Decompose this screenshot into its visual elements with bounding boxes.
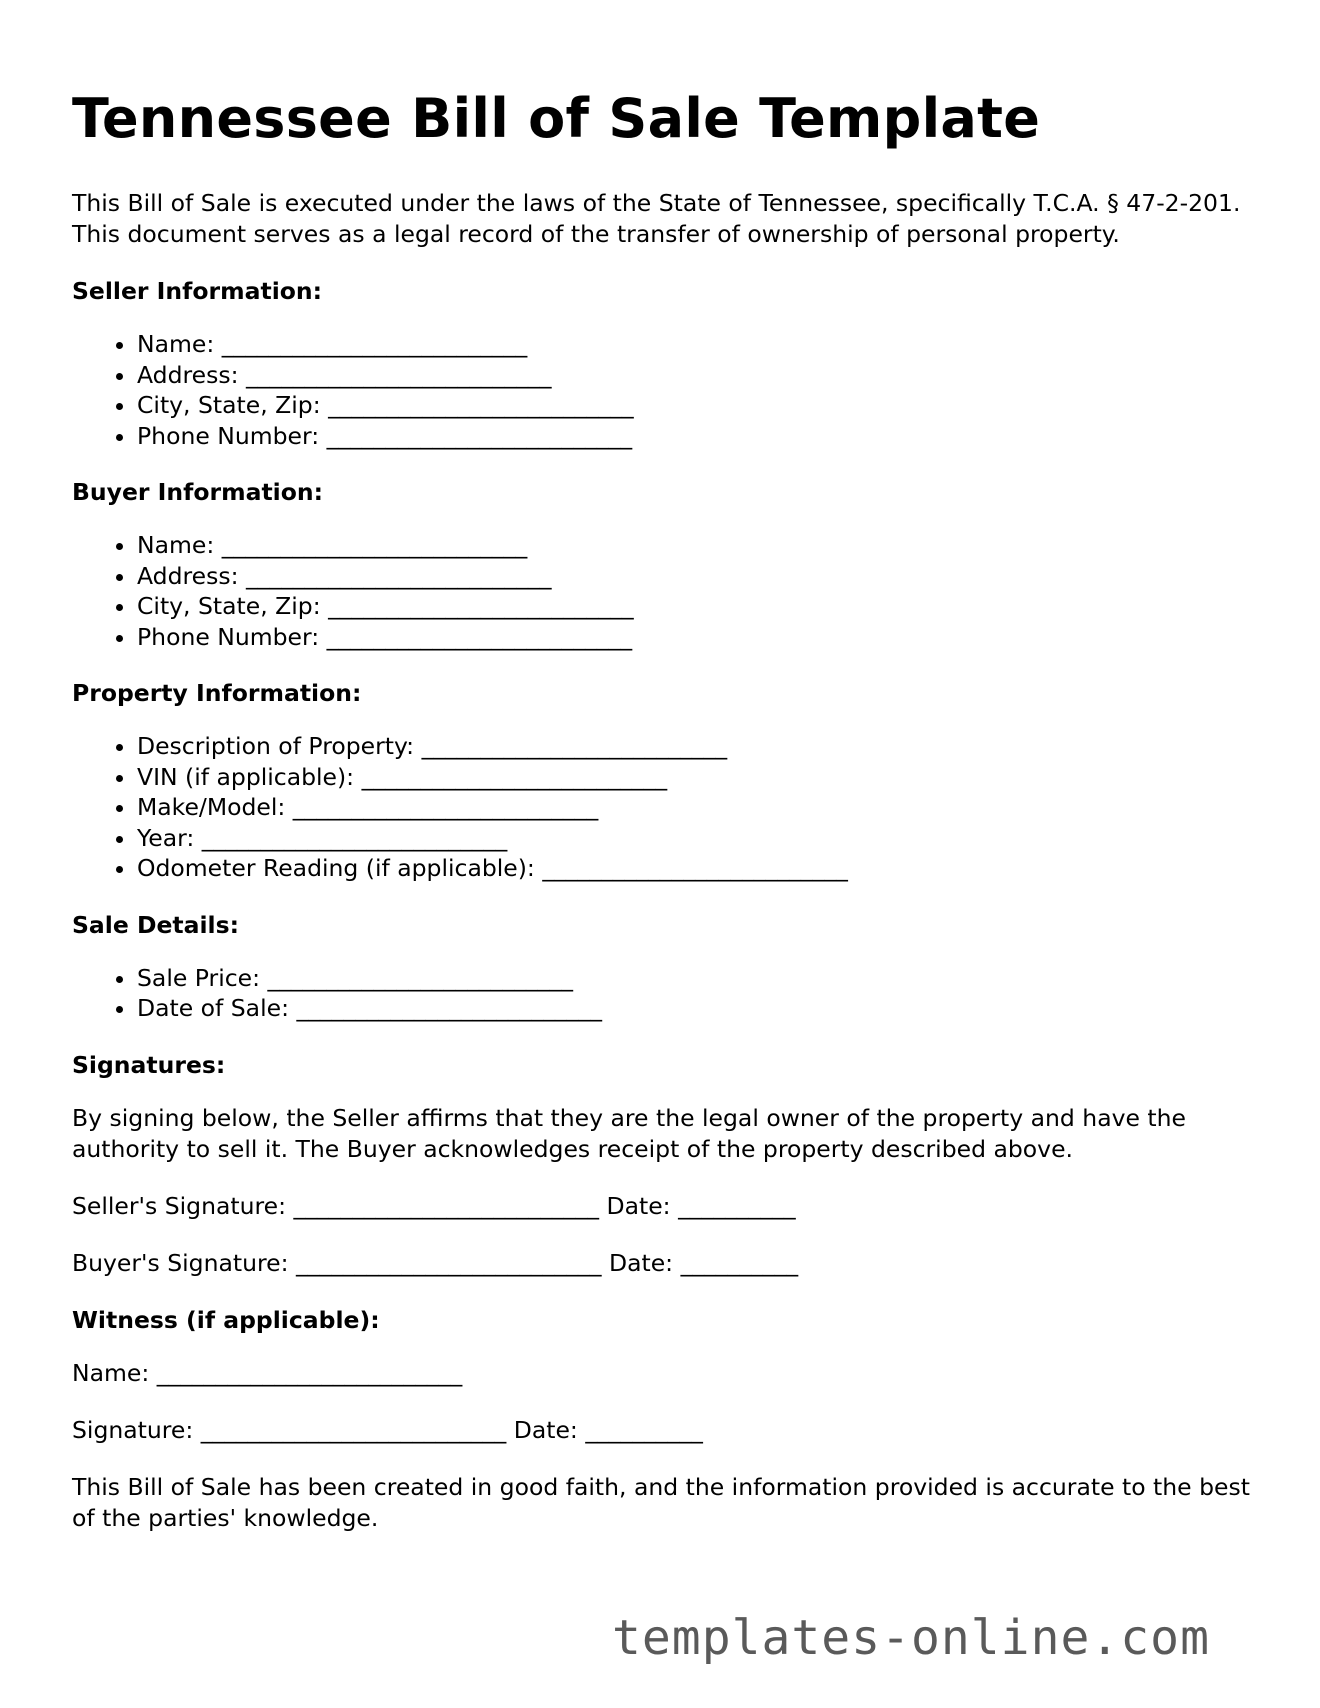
buyer-heading: Buyer Information: bbox=[72, 478, 324, 506]
sale-heading: Sale Details: bbox=[72, 910, 239, 939]
blank-line: __________________________ bbox=[361, 762, 668, 791]
sale-field-list bbox=[72, 963, 1252, 1024]
signatures-heading: Signatures: bbox=[72, 1050, 226, 1079]
sale-price-field[interactable]: • Sale Price: __________________________ bbox=[137, 963, 1252, 994]
signatures-paragraph: By signing below, the Seller affirms that they are the legal owner of the property and have the authority to sell it. The Buyer acknowledges receipt of the property described above. bbox=[72, 1103, 1187, 1163]
property-heading: Property Information: bbox=[72, 679, 362, 707]
seller-phone-field[interactable]: • Phone Number: __________________________ bbox=[137, 421, 1252, 452]
page-title: Tennessee Bill of Sale Template bbox=[72, 87, 1041, 150]
buyer-name-field[interactable]: • Name: __________________________ bbox=[137, 530, 1252, 561]
blank-line: __________________________ bbox=[156, 1358, 463, 1387]
intro-paragraph: This Bill of Sale is executed under the laws of the State of Tennessee, specifically T.C.A. § 47-2-201. This document serves as a legal record of the transfer of ownership of personal property. bbox=[72, 189, 1241, 248]
property-vin-field[interactable]: • VIN (if applicable): __________________________ bbox=[137, 762, 1252, 793]
seller-name-field[interactable]: • Name: __________________________ bbox=[137, 329, 1252, 360]
property-odometer-field[interactable]: • Odometer Reading (if applicable): __________________________ bbox=[137, 853, 1252, 884]
witness-heading: Witness (if applicable): bbox=[72, 1305, 380, 1334]
property-year-field[interactable]: • Year: __________________________ bbox=[137, 823, 1252, 854]
property-description-field[interactable]: • Description of Property: __________________________ bbox=[137, 731, 1252, 762]
witness-name-line[interactable]: Name: __________________________ bbox=[72, 1358, 463, 1387]
buyer-address-field[interactable]: • Address: __________________________ bbox=[137, 561, 1252, 592]
blank-line: __________________________ bbox=[328, 592, 634, 620]
blank-line: __________________________ bbox=[542, 854, 848, 882]
blank-line: __________________________ bbox=[293, 1191, 599, 1220]
sale-date-field[interactable]: • Date of Sale: __________________________ bbox=[137, 993, 1252, 1024]
date-blank: __________ bbox=[678, 1191, 796, 1220]
buyer-phone-field[interactable]: • Phone Number: __________________________ bbox=[137, 622, 1252, 653]
seller-field-list bbox=[72, 329, 1252, 451]
seller-city-state-zip-field[interactable]: • City, State, Zip: __________________________ bbox=[137, 390, 1252, 421]
blank-line: __________________________ bbox=[267, 963, 574, 992]
blank-line: __________________________ bbox=[221, 330, 528, 358]
seller-address-field[interactable]: • Address: __________________________ bbox=[137, 360, 1252, 391]
blank-line: __________________________ bbox=[221, 531, 528, 559]
blank-line: __________________________ bbox=[326, 622, 633, 651]
buyer-field-list bbox=[72, 530, 1252, 652]
blank-line: __________________________ bbox=[296, 1248, 602, 1277]
blank-line: __________________________ bbox=[326, 421, 633, 450]
buyer-city-state-zip-field[interactable]: • City, State, Zip: __________________________ bbox=[137, 591, 1252, 622]
blank-line: __________________________ bbox=[246, 561, 552, 590]
document-page bbox=[72, 88, 1252, 1534]
property-make-model-field[interactable]: • Make/Model: __________________________ bbox=[137, 792, 1252, 823]
witness-signature-line[interactable]: Signature: __________________________ Date: __________ bbox=[72, 1415, 703, 1444]
buyer-signature-line[interactable]: Buyer's Signature: __________________________ Date: __________ bbox=[72, 1248, 799, 1277]
blank-line: __________________________ bbox=[296, 994, 602, 1022]
blank-line: __________________________ bbox=[328, 391, 634, 419]
date-blank: __________ bbox=[680, 1248, 799, 1277]
blank-line: __________________________ bbox=[201, 823, 508, 852]
date-blank: __________ bbox=[585, 1415, 703, 1444]
watermark-text: templates-online.com bbox=[612, 1610, 1210, 1666]
seller-heading: Seller Information: bbox=[72, 277, 323, 305]
blank-line: __________________________ bbox=[421, 732, 728, 760]
blank-line: __________________________ bbox=[200, 1415, 507, 1444]
blank-line: __________________________ bbox=[246, 360, 552, 389]
property-field-list bbox=[72, 731, 1252, 884]
blank-line: __________________________ bbox=[292, 793, 599, 821]
seller-signature-line[interactable]: Seller's Signature: __________________________ Date: __________ bbox=[72, 1191, 796, 1220]
closing-paragraph: This Bill of Sale has been created in good faith, and the information provided is accurate to the best of the parties' knowledge. bbox=[72, 1472, 1250, 1532]
